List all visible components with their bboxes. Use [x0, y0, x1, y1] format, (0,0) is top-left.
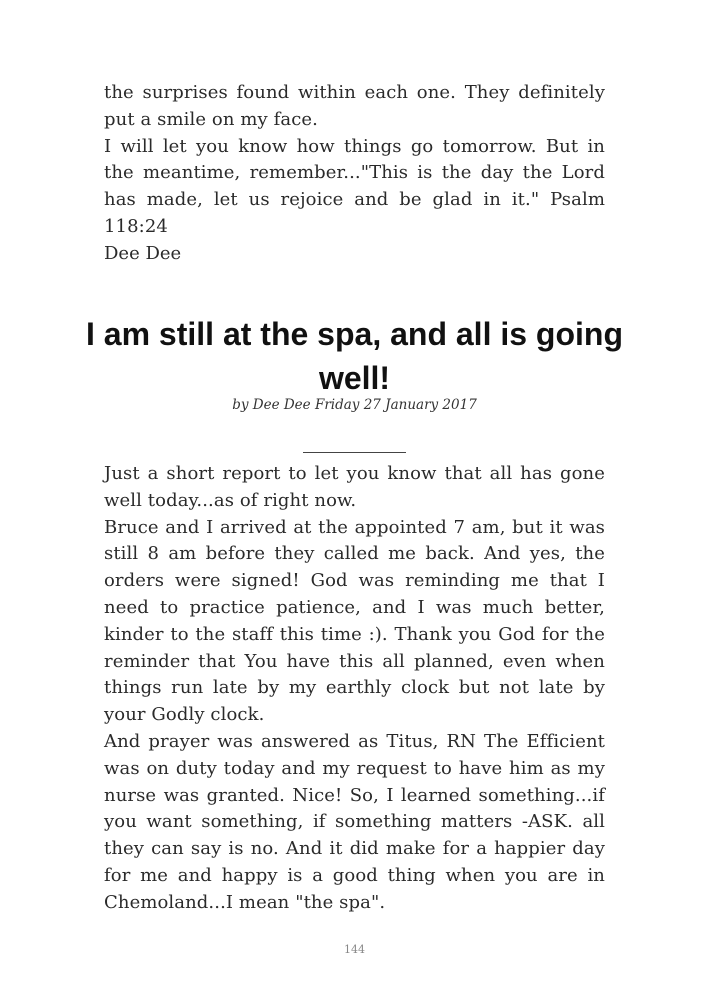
paragraph: I will let you know how things go tomorrow. But in the meantime, remember..."This is the day the Lord has made, let us rejoice and be glad in it." Psalm 118:24: [104, 135, 605, 237]
post-title: I am still at the spa, and all is going well!: [86, 316, 623, 396]
continued-text: [104, 80, 605, 268]
title-divider: [303, 452, 406, 453]
paragraph: the surprises found within each one. They definitely put a smile on my face.: [104, 82, 605, 130]
post-body: [104, 461, 605, 917]
paragraph: Bruce and I arrived at the appointed 7 am, but it was still 8 am before they called me back. And yes, the orders were signed! God was reminding me that I need to practice patience, and I was much better, kinder to the staff this time :). Thank you God for the reminder that You have this all planned, even when things run late by my earthly clock but not late by your Godly clock.: [104, 516, 605, 726]
paragraph: Just a short report to let you know that all has gone well today...as of right now.: [104, 463, 605, 511]
post-byline: by Dee Dee Friday 27 January 2017: [232, 397, 477, 413]
paragraph: And prayer was answered as Titus, RN The Efficient was on duty today and my request to have him as my nurse was granted. Nice! So, I learned something...if you want something, if something matters -ASK. all they can say is no. And it did make for a happier day for me and happy is a good thing when you are in Chemoland...I mean "the spa".: [104, 730, 605, 913]
signature: Dee Dee: [104, 242, 182, 264]
page-number: 144: [344, 943, 365, 956]
